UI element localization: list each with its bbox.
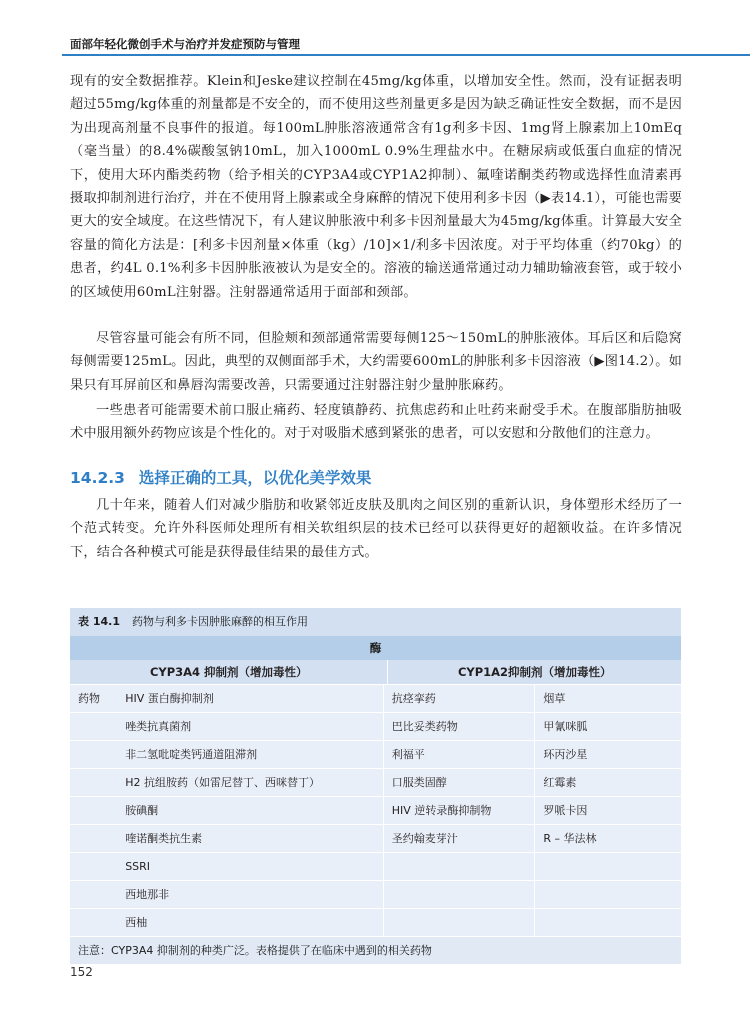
paragraph-1: 现有的安全数据推荐。Klein和Jeske建议控制在45mg/kg体重，以增加安全性。然而，没有证据表明超过55mg/kg体重的剂量都是不安全的，而不使用这些剂量更多是因为缺乏确证性安全数据，而不是因为出现高剂量不良事件的报道。每100mL肿胀溶液通常含有1g利多卡因、1mg肾上腺素加上10mEq（毫当量）的8.4%碳酸氢钠10mL，加入1000mL 0.9%生理盐水中。在糖尿病或低蛋白血症的情况下，使用大环内酯类药物（给予相关的CYP3A4或CYP1A2抑制）、氟喹诺酮类药物或选择性血清素再摄取抑制剂进行治疗，并在不使用肾上腺素或全身麻醉的情况下使用利多卡因（▶表14.1），可能也需要更大的安全域度。在这些情况下，有人建议肿胀液中利多卡因剂量最大为45mg/kg体重。计算最大安全容量的简化方法是：[利多卡因剂量×体重（kg）/10]×1/利多卡因浓度。对于平均体重（约70kg）的患者，约4L 0.1%利多卡因肿胀液被认为是安全的。溶液的输送通常通过动力辅助输液套管，或于较小的区域使用60mL注射器。注射器通常适用于面部和颈部。 xyxy=(70,74,682,300)
cell-cyp1a2-a xyxy=(384,853,536,880)
cell-cyp1a2-b: 甲氰咪胍 xyxy=(543,720,588,733)
section-title: 选择正确的工具，以优化美学效果 xyxy=(138,469,372,487)
table-row xyxy=(70,740,681,768)
table-row xyxy=(70,796,681,824)
cell-cyp3a4: H2 抗组胺药（如雷尼替丁、西咪替丁） xyxy=(125,769,384,796)
table-label: 表 14.1 xyxy=(78,615,120,628)
cell-cyp1a2-a: 口服类固醇 xyxy=(384,769,536,796)
row-label: 药物 xyxy=(78,692,100,705)
drug-interaction-table xyxy=(70,608,681,964)
cell-cyp1a2-a: 圣约翰麦芽汁 xyxy=(384,825,536,852)
section-heading xyxy=(70,466,371,488)
running-header xyxy=(0,0,750,58)
cell-cyp3a4: 唑类抗真菌剂 xyxy=(125,713,384,740)
cell-cyp3a4: SSRI xyxy=(125,853,384,880)
cell-cyp1a2-a xyxy=(384,909,536,936)
table-caption-text: 药物与利多卡因肿胀麻醉的相互作用 xyxy=(131,615,308,628)
table-row xyxy=(70,880,681,908)
cell-cyp3a4: 喹诺酮类抗生素 xyxy=(125,825,384,852)
paragraph-3: 一些患者可能需要术前口服止痛药、轻度镇静药、抗焦虑药和止吐药来耐受手术。在腹部脂肪抽吸术中服用额外药物应该是个性化的。对于对吸脂术感到紧张的患者，可以安慰和分散他们的注意力。 xyxy=(70,403,682,442)
cell-cyp3a4: 非二氢吡啶类钙通道阻滞剂 xyxy=(125,741,384,768)
row-label xyxy=(70,797,125,824)
cell-cyp1a2-b xyxy=(535,881,681,908)
row-label xyxy=(70,741,125,768)
section-number: 14.2.3 xyxy=(70,469,125,487)
row-label xyxy=(70,909,125,936)
cell-cyp3a4: HIV 蛋白酶抑制剂 xyxy=(125,685,384,712)
cell-cyp3a4: 胺碘酮 xyxy=(125,797,384,824)
table-enzyme-header: 酶 xyxy=(70,636,681,660)
cell-cyp3a4: 西地那非 xyxy=(125,881,384,908)
cell-cyp1a2-b xyxy=(535,853,681,880)
row-label xyxy=(70,853,125,880)
paragraph-2: 尽管容量可能会有所不同，但脸颊和颈部通常需要每侧125～150mL的肿胀液体。耳后区和后隐窝每侧需要125mL。因此，典型的双侧面部手术，大约需要600mL的肿胀利多卡因溶液（▶图14.2）。如果只有耳屏前区和鼻唇沟需要改善，只需要通过注射器注射少量肿胀麻药。 xyxy=(70,331,682,393)
cell-cyp1a2-b: 红霉素 xyxy=(543,776,577,789)
cell-cyp1a2-a: 抗痉挛药 xyxy=(384,685,536,712)
cell-cyp1a2-a xyxy=(384,881,536,908)
column-header-cyp3a4: CYP3A4 抑制剂（增加毒性） xyxy=(70,660,388,684)
table-row xyxy=(70,684,681,712)
cell-cyp1a2-a: HIV 逆转录酶抑制物 xyxy=(384,797,536,824)
row-label xyxy=(70,825,125,852)
table-column-headers xyxy=(70,660,681,684)
cell-cyp1a2-b: 烟草 xyxy=(543,692,566,705)
cell-cyp1a2-a: 利福平 xyxy=(384,741,536,768)
row-label xyxy=(70,881,125,908)
table-row xyxy=(70,908,681,936)
cell-cyp1a2-b: 环丙沙星 xyxy=(543,748,588,761)
cell-cyp1a2-a: 巴比妥类药物 xyxy=(384,713,536,740)
row-label xyxy=(70,769,125,796)
cell-cyp1a2-b: 罗哌卡因 xyxy=(543,804,588,817)
page-number: 152 xyxy=(70,965,93,979)
row-label xyxy=(70,713,125,740)
cell-cyp1a2-b: R – 华法林 xyxy=(543,832,597,845)
table-row xyxy=(70,824,681,852)
table-row xyxy=(70,852,681,880)
cell-cyp1a2-b xyxy=(535,909,681,936)
paragraph-4: 几十年来，随着人们对减少脂肪和收紧邻近皮肤及肌肉之间区别的重新认识，身体塑形术经历了一个范式转变。允许外科医师处理所有相关软组织层的技术已经可以获得更好的超额收益。在许多情况下，结合各种模式可能是获得最佳结果的最佳方式。 xyxy=(70,498,682,560)
cell-cyp3a4: 西柚 xyxy=(125,909,384,936)
table-caption xyxy=(70,608,681,636)
table-note: 注意：CYP3A4 抑制剂的种类广泛。表格提供了在临床中遇到的相关药物 xyxy=(70,936,681,964)
header-rule xyxy=(62,54,750,56)
column-header-cyp1a2: CYP1A2抑制剂（增加毒性） xyxy=(457,665,612,679)
table-row xyxy=(70,768,681,796)
table-row xyxy=(70,712,681,740)
running-title: 面部年轻化微创手术与治疗并发症预防与管理 xyxy=(70,37,300,51)
